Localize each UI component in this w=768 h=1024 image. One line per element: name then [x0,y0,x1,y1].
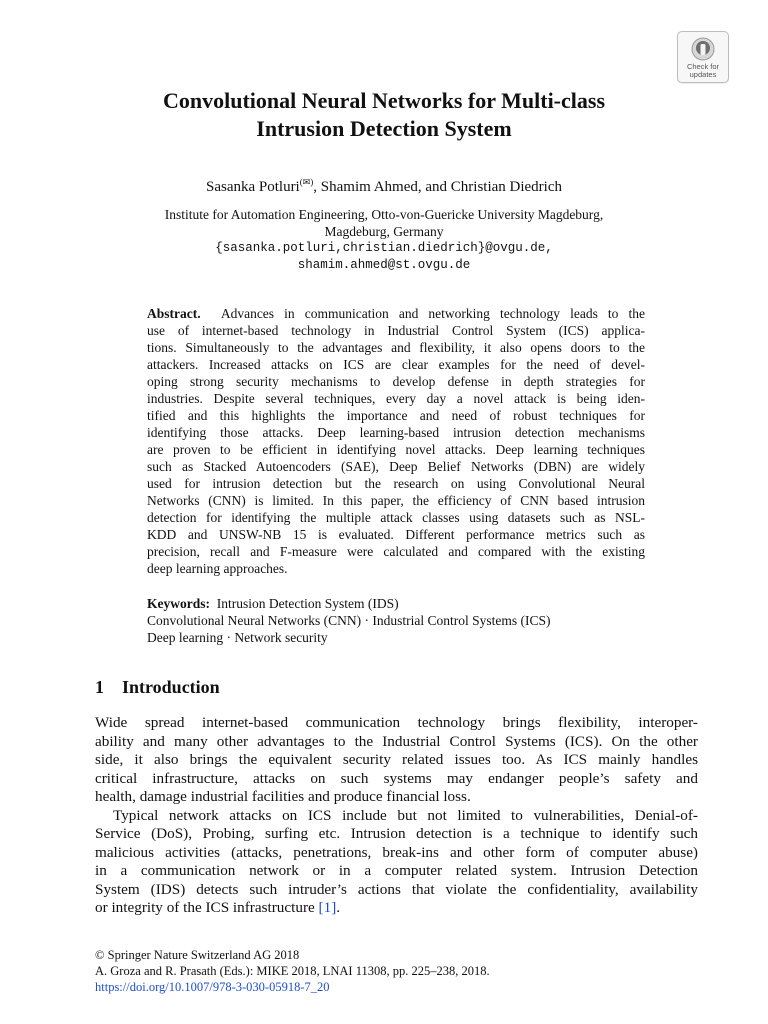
keywords [147,595,645,646]
doi-link[interactable]: https://doi.org/10.1007/978-3-030-05918-7_20 [95,980,330,994]
abstract-line: identifying those attacks. Deep learning-based intrusion detection mechanisms [147,425,645,440]
title-line-1: Convolutional Neural Networks for Multi-class [162,88,606,113]
badge-label [678,63,728,79]
author-list [60,172,708,197]
badge-label-line1: Check for [686,62,720,71]
body-text [95,714,698,918]
check-for-updates-badge[interactable] [677,31,729,83]
keywords-label: Keywords: [147,596,210,611]
abstract-line: Networks (CNN) is limited. In this paper, the efficiency of CNN based intrusion [147,493,645,508]
abstract-line: such as Stacked Autoencoders (SAE), Deep Belief Networks (DBN) are widely [147,459,645,474]
crossmark-icon [690,36,716,62]
section-title: Introduction [122,677,220,697]
body-line: health, damage industrial facilities and produce financial loss. [95,788,471,805]
body-line: ability and many other advantages to the Industrial Control Systems (ICS). On the other [95,732,698,750]
copyright-line: © Springer Nature Switzerland AG 2018 [95,948,300,962]
email-line-1: {sasanka.potluri,christian.diedrich}@ovgu.de, [215,241,553,255]
footer [95,947,698,995]
abstract-line: tions. Simultaneously to the advantages and flexibility, it also opens doors to the [147,340,645,355]
other-authors: , Shamim Ahmed, and Christian Diedrich [313,179,562,195]
abstract-line: tified and this highlights the importance and need of robust techniques for [147,408,645,423]
abstract-line: are proven to be efficient in identifying novel attacks. Deep learning techniques [147,442,645,457]
affiliation-line-2: Magdeburg, Germany [324,224,444,239]
email-line-2: shamim.ahmed@st.ovgu.de [297,258,471,272]
affiliation [60,206,708,274]
citation-link[interactable]: [1] [318,899,337,916]
abstract-line: use of internet-based technology in Industrial Control System (ICS) applica- [147,323,645,338]
abstract-label: Abstract. [147,306,201,321]
abstract-line: KDD and UNSW-NB 15 is evaluated. Different performance metrics such as [147,527,645,542]
body-line: Wide spread internet-based communication technology brings flexibility, interoper- [95,714,698,731]
title-line-2: Intrusion Detection System [256,116,512,141]
abstract-line: used for intrusion detection but the research on using Convolutional Neural [147,476,645,491]
abstract-line: deep learning approaches. [147,561,288,576]
affiliation-line-1: Institute for Automation Engineering, Otto-von-Guericke University Magdeburg, [164,207,604,222]
abstract-line: oping strong security mechanisms to develop defense in depth strategies for [147,374,645,389]
body-line: System (IDS) detects such intruder’s actions that violate the confidentiality, availability [95,880,698,898]
paper-title [60,87,708,143]
abstract-line: industries. Despite several techniques, every day a novel attack is being iden- [147,391,645,406]
author-1: Sasanka Potluri [205,179,300,195]
keywords-line: Convolutional Neural Networks (CNN) · Industrial Control Systems (ICS) [147,613,551,628]
abstract [147,305,645,577]
abstract-line: Abstract. Advances in communication and networking technology leads to the [147,306,646,321]
body-line: critical infrastructure, attacks on such systems may endanger people’s safety and [95,769,698,787]
badge-label-line2: updates [689,70,717,79]
body-line: Typical network attacks on ICS include but not limited to vulnerabilities, Denial-of- [113,806,698,824]
body-line: malicious activities (attacks, penetrations, break-ins and other form of computer abuse) [95,843,698,861]
body-line: in a communication network or in a computer related system. Intrusion Detection [95,862,698,879]
body-line: side, it also brings the equivalent security related issues too. As ICS mainly handles [95,751,698,768]
section-number: 1 [95,677,104,697]
abstract-line: attackers. Increased attacks on ICS are clear examples for the need of devel- [147,357,645,372]
abstract-line: detection for identifying the multiple attack classes using datasets such as NSL- [147,510,645,525]
body-line: or integrity of the ICS infrastructure [1]. [95,899,341,916]
section-heading [95,676,220,698]
citation-line: A. Groza and R. Prasath (Eds.): MIKE 2018, LNAI 11308, pp. 225–238, 2018. [95,964,490,978]
abstract-line: precision, recall and F-measure were calculated and compared with the existing [147,544,645,559]
body-line: Service (DoS), Probing, surfing etc. Intrusion detection is a technique to identify such [95,825,698,842]
keywords-line: Deep learning · Network security [147,630,328,645]
corresponding-author-icon: (✉) [299,177,314,187]
keywords-line: Keywords: Intrusion Detection System (IDS) [147,596,399,611]
